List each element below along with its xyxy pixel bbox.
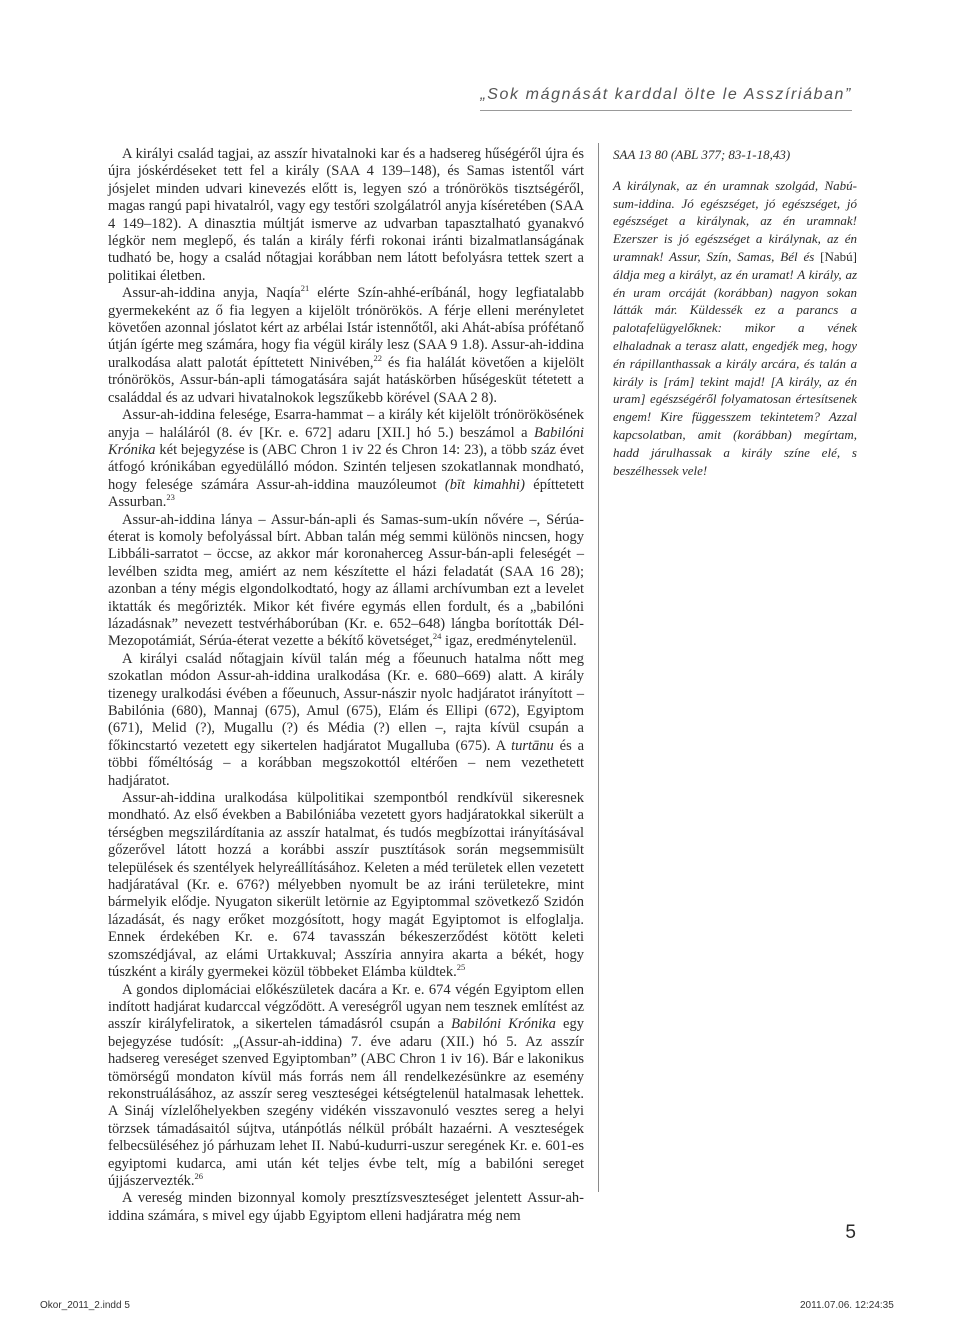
paragraph: A gondos diplomáciai előkészületek dacára a Kr. e. 674 végén Egyiptom ellen indított hadjárat kudarccal végződött. A vereségről ugyan nem tesznek említést az asszír királyfeliratok, a sikertelen támadásról csupán a Babilóni Krónika egy bejegyzése tudósít: „(Assur-ah-iddina) 7. éve adaru (XII.) hó 5. Az asszír hadsereg vereséget szenved Egyiptomban” (ABC Chron 1 iv 16). Bár e lakonikus tömörségű mondaton kívül más forrás nem áll rendelkezésünkre az esemény rekonstruálásához, az asszír sereg veszteségei kétségtelenül hatalmasak lehettek. A Sináj vízlelőhelyekben szegény vidékén visszavonuló vesztes sereg a helyi törzsek támadásaitól sújtva, utánpótlás nélkül próbált hazaérni. A veszteségek felbecsüléséhez jó párhuzam lehet II. Nabú-kudurri-uszur seregének Kr. e. 601-es egyiptomi kudarca, ami után két teljes évbe telt, míg a babilóni sereget újjászervezték.$^{26}$: [108, 981, 584, 1189]
footnote-ref: 23: [166, 492, 175, 503]
footnote-ref: 25: [456, 962, 466, 973]
footnote-ref: 22: [373, 353, 383, 364]
source-reference: SAA 13 80 (ABL 377; 83-1-18,43): [613, 147, 791, 162]
paragraph: A királyi család tagjai, az asszír hivatalnoki kar és a hadsereg hűségéről újra és újra jóskérdéseket tett fel a király (SAA 4 139–148), és Samas istentől várt jósjelet minden udvari kinevezés előtt is, legyen szó a trónörökös tisztségéről, magas rangú papi hivatalról, vagy egy testőri szolgálatról anyja kíséretében (SAA 4 149–182). A dinasztia múltját ismerve az udvarban tapasztalható gyanakvó légkör nem meglepő, és talán a király férfi rokonai iránti bizalmatlanságának tudható be, hogy a család nőtagjai korábban nem látott befolyásra tettek szert a politikai életben.: [108, 146, 584, 284]
footnote-ref: 21: [300, 283, 310, 294]
paragraph: Assur-ah-iddina uralkodása külpolitikai szempontból rendkívül sikeresnek mondható. Az első években a Babilóniába vezetett gyors hadjáratokkal sikerült a térségben megszilárdítania az asszír hatalmat, és tudós megbízottai irányításával gőzerővel látott hozzá a korábbi asszír pusztítások során megsemmisült települések és szentélyek helyreállításához. Keleten a méd területek ellen vezetett hadjáratával (Kr. e. 676?) mélyebben nyomult be az iráni területekre, mint bármelyik elődje. Nyugaton sikerült letörnie az Egyiptommal szövetkező Szidón lázadását, és nagy erőket mozgósított, hogy magát Egyiptomot is elfoglalja. Ennek érdekében Kr. e. 674 tavasszán békeszerződést kötött keleti szomszédjával, az elámi Urtakkuval; Asszíria annyira akarta a békét, hogy túszként a király gyermekei közül többeket Elámba küldtek.$^{25}$: [108, 790, 584, 981]
slug-file: Okor_2011_2.indd 5: [40, 1300, 130, 1311]
paragraph: Assur-ah-iddina anyja, Naqía$^{21}$ elérte Szín-ahhé-eríbánál, hogy legfiatalabb gyermekeként az ő fia legyen a kijelölt trónörökös. A férje elleni merényletet követően azonnal jóslatot kért az arbélai Istár istennőtől, aki Ahát-abísa prófétanő útján ígérte meg számára, hogy fia végül király lesz (SAA 9 1.8). Assur-ah-iddina uralkodása alatt palotát építtetett Ninivében,$^{22}$ és fia halálát követően a kijelölt trónörökös, Assur-bán-apli támogatására saját hatáskörben hűségesküt tétetett a családdal és az udvari hivatalnokok legszűkebb körével (SAA 2 8).: [108, 283, 584, 406]
header-rule: [480, 110, 852, 111]
slug-datetime: 2011.07.06. 12:24:35: [800, 1300, 894, 1311]
footnote-ref: 26: [194, 1171, 204, 1182]
column-divider: [598, 143, 599, 1192]
paragraph: A királyi család nőtagjain kívül talán még a főeunuch hatalma nőtt meg szokatlan módon Assur-ah-iddina uralkodása (Kr. e. 680–669) alatt. A király tizenegy uralkodási évében a főeunuch, Assur-nászir nyolc hadjáratot irányított – Babilónia (680), Mannaj (675), Amul (675), Elám és Ellipi (672), Egyiptom (671), Melid (?), Mugallu (?) és Média (?) ellen –, rajta kívül csupán a főkincstartó vezetett egy sikertelen hadjáratot Mugalluba (675). A turtānu és a többi főméltóság – a korábban megszokottól eltérően – nem vezethetett hadjáratot.: [108, 650, 584, 789]
running-head: „Sok mágnását karddal ölte le Asszíriában”: [480, 86, 852, 103]
quote-text: A királynak, az én uramnak szolgád, Nabú-sum-iddina. Jó egészséget, jó egészséget, jó egészséget a királynak, az én uramnak! Ezerszer is jó egészséget a királynak, az én uramnak! Assur, Szín, Samas, Bél és [Nabú] áldja meg a királyt, az én uramat! A király, az én uram orcáját (korábban) nagyon sokan látták már. Küldessék ez a parancs a palotafelügyelőknek: mikor a vének elhaladnak a terasz alatt, engedjék meg, hogy én rápillanthassak a király arcára, és talán a király is [rám] tekint majd! [A király, az én uram] egészségéről folyamatosan értesítsenek engem! Kire függesszem tekintetem? Azzal kapcsolatban, amit (korábban) megírtam, hadd járulhassak a király színe elé, s beszélhessek vele!: [613, 177, 857, 478]
footnote-ref: 24: [432, 631, 442, 642]
main-text-column: [108, 146, 584, 1225]
paragraph: Assur-ah-iddina felesége, Esarra-hammat – a király két kijelölt trónörökösének anyja – haláláról (8. év [Kr. e. 672] adaru [XII.] hó 5.) beszámol a Babilóni Krónika két bejegyzése is (ABC Chron 1 iv 22 és Chron 14: 23), a több száz évet átfogó krónikában egyedülálló módon. Szintén teljesen szokatlannak mondható, hogy felesége számára Assur-ah-iddina mauzóleumot (bīt kimahhi) építtetett Assurban.$^{23}$: [108, 407, 584, 511]
paragraph: Assur-ah-iddina lánya – Assur-bán-apli és Samas-sum-ukín nővére –, Sérúa-éterat is komoly befolyással bírt. Abban talán még semmi különös nincsen, hogy Libbáli-sarratot – öccse, az akkor már koronaherceg Assur-bán-apli feleségét – levélben szidta meg, amiért az nem készítette el házi feladatát (SAA 16 28); azonban a tény mégis elgondolkodtató, hogy az állami archívumban ezt a levelet iktatták és megőrizték. Mikor két fivére egymás ellen fordult, és a „babilóni lázadásnak” nevezett testvérháborúban (Kr. e. 652–648) lángba borították Dél-Mezopotámiát, Sérúa-éterat vezette a békítő követséget,$^{24}$ igaz, eredménytelenül.: [108, 511, 584, 650]
sidebar-quote: [613, 146, 857, 479]
paragraph: A vereség minden bizonnyal komoly presztízsveszteséget jelentett Assur-ah-iddina számára, s mivel egy újabb Egyiptom elleni hadjáratra még nem: [108, 1190, 584, 1224]
page-number: 5: [845, 1222, 856, 1243]
